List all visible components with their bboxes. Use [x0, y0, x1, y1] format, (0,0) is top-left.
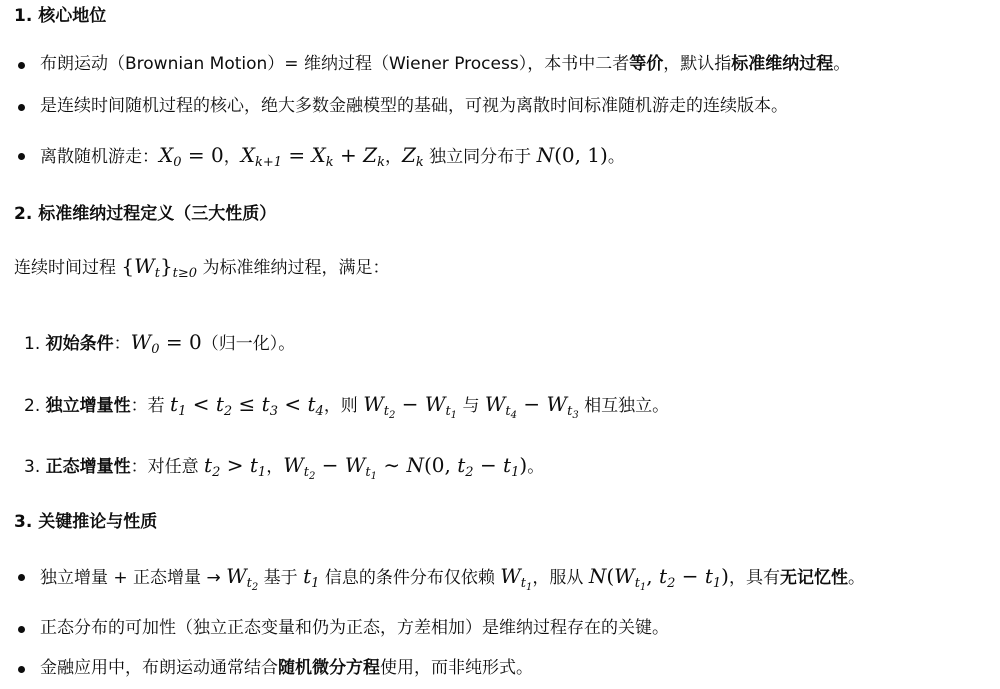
bullet-dot — [18, 62, 25, 69]
section-1-heading: 1. 核心地位 — [14, 6, 107, 26]
property-initial-condition: 1. 初始条件：$W_0 = 0$（归一化）。 — [24, 330, 296, 357]
bullet-dot — [18, 666, 25, 673]
bullet-dot — [18, 574, 25, 581]
bullet-memoryless: 独立增量 + 正态增量 → $W_{t_2}$ 基于 $t_1$ 信息的条件分布仅依赖 $W_{t_1}$，服从 $N(W_{t_1}$, $t_2 - t_1$)，具有无记忆性。 — [40, 566, 865, 588]
formula-increment-1: $W_{t_2} - W_{t_1}$ — [363, 392, 458, 421]
bullet-normal-additivity: 正态分布的可加性（独立正态变量和仍为正态，方差相加）是维纳过程存在的关键。 — [40, 620, 669, 637]
formula-normal01: N(0, 1) — [536, 143, 608, 167]
definition-intro: 连续时间过程 $\{W_t\}_{t\ge 0}$ 为标准维纳过程，满足： — [14, 254, 390, 281]
formula-time-order: $t_1 < t_2 \le t_3 < t_4$ — [170, 392, 324, 419]
bullet-dot — [18, 153, 25, 160]
formula-w-t1: $W_{t_1}$ — [500, 564, 533, 593]
formula-conditional-normal: $N(W_{t_1}$, $t_2 - t_1$) — [588, 564, 729, 593]
property-normal-increments: 3. 正态增量性：对任意 $t_2 > t_1$，$W_{t_2} - W_{t_1}$ ∼ N(0, $t_2 - t_1$)。 — [24, 453, 545, 482]
bullet-dot — [18, 104, 25, 111]
formula-x0: $X_0 = 0$ — [159, 143, 224, 170]
bullet-dot — [18, 626, 25, 633]
formula-w0: $W_0 = 0$ — [130, 330, 202, 357]
formula-t2-gt-t1: $t_2 > t_1$ — [204, 453, 267, 480]
bullet-core-process: 是连续时间随机过程的核心，绝大多数金融模型的基础，可视为离散时间标准随机游走的连续版本。 — [40, 98, 788, 115]
formula-recursion: $X_{k+1} = X_k + Z_k$ — [240, 143, 385, 170]
formula-zk: $Z_k$ — [401, 143, 424, 170]
formula-process-set: $\{W_t\}_{t\ge 0}$ — [121, 254, 198, 281]
section-2-heading: 2. 标准维纳过程定义（三大性质） — [14, 204, 277, 224]
formula-increment-distribution: $W_{t_2} - W_{t_1}$ ∼ N(0, $t_2 - t_1$) — [283, 453, 528, 482]
formula-t1: $t_1$ — [303, 564, 320, 591]
formula-increment-2: $W_{t_4} - W_{t_3}$ — [484, 392, 579, 421]
bullet-random-walk: 离散随机游走：$X_0 = 0$，$X_{k+1} = X_k + Z_k$，$Z_k$ 独立同分布于 N(0, 1)。 — [40, 145, 625, 166]
bullet-brownian-wiener: 布朗运动（Brownian Motion）= 维纳过程（Wiener Process），本书中二者等价，默认指标准维纳过程。 — [40, 56, 850, 73]
bullet-finance-application: 金融应用中，布朗运动通常结合随机微分方程使用，而非纯形式。 — [40, 660, 533, 677]
property-independent-increments: 2. 独立增量性：若 $t_1 < t_2 \le t_3 < t_4$，则 $W_{t_2} - W_{t_1}$ 与 $W_{t_4} - W_{t_3}$ 相互独立。 — [24, 392, 670, 421]
section-3-heading: 3. 关键推论与性质 — [14, 512, 158, 532]
formula-w-t2: $W_{t_2}$ — [226, 564, 259, 593]
